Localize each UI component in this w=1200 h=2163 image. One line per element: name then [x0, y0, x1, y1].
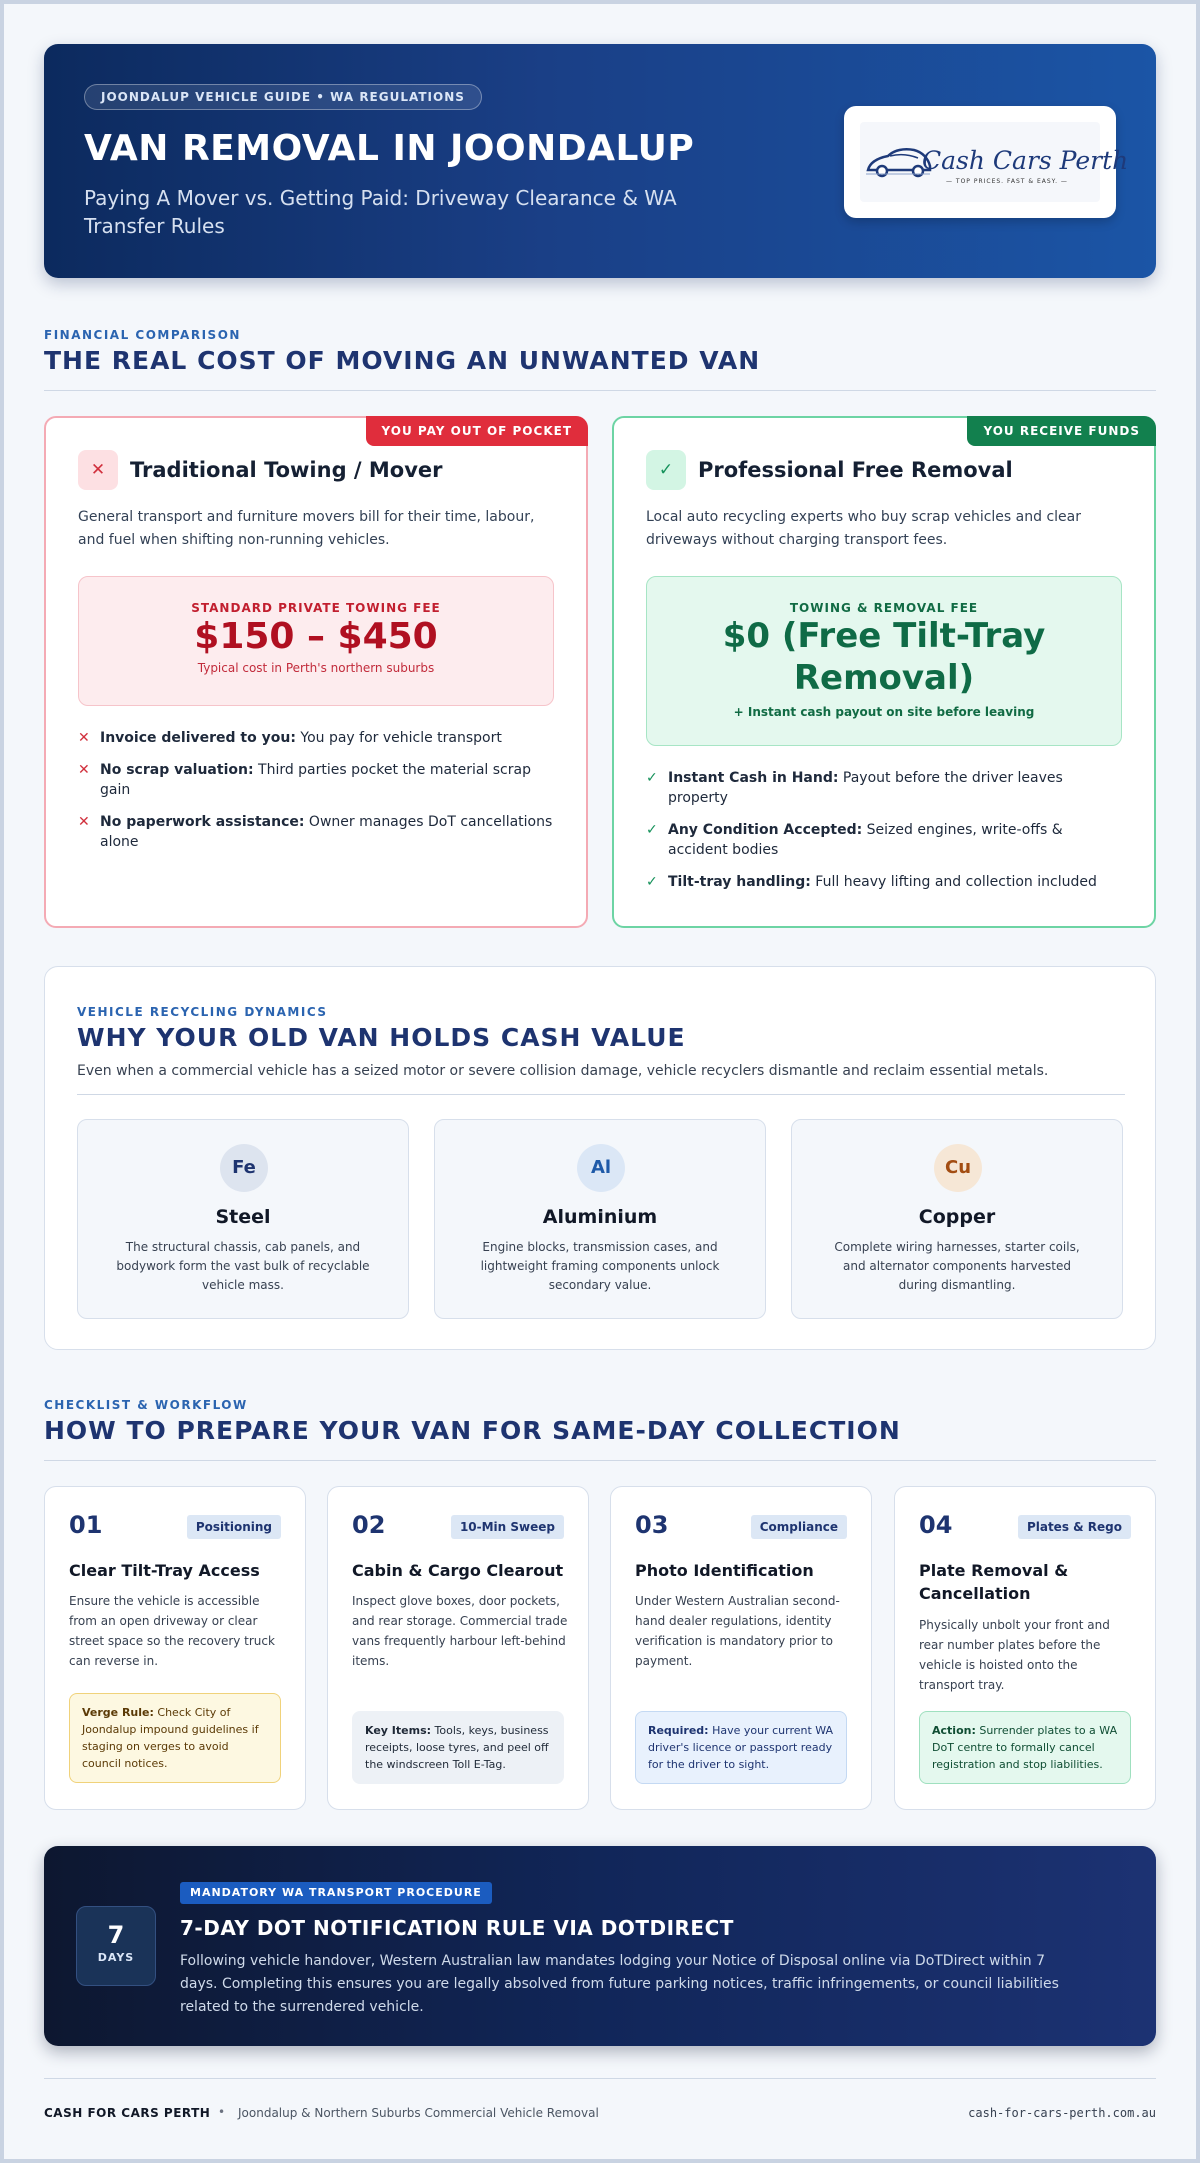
list-item: ✕ No paperwork assistance: Owner manages DoT cancellations alone: [78, 814, 553, 850]
list-item: ✓ Tilt-tray handling: Full heavy lifting and collection included: [646, 874, 1097, 890]
logo-card: [844, 106, 1129, 218]
divider: [77, 1094, 1125, 1095]
metal-description: Complete wiring harnesses, starter coils, and alternator components harvested during dismantling.: [834, 1240, 1080, 1292]
card-title: Professional Free Removal: [698, 458, 1013, 482]
metals-title: WHY YOUR OLD VAN HOLDS CASH VALUE: [77, 1023, 686, 1052]
days-number: 7: [107, 1921, 125, 1949]
step-number: 04: [919, 1511, 953, 1539]
aluminium-symbol-icon: Al: [577, 1144, 625, 1192]
checklist-title: HOW TO PREPARE YOUR VAN FOR SAME-DAY COLLECTION: [44, 1416, 901, 1445]
step-tag: Compliance: [751, 1515, 847, 1539]
receive-ribbon: YOU RECEIVE FUNDS: [967, 416, 1156, 446]
metal-card-aluminium: [434, 1119, 766, 1319]
step-tag: 10-Min Sweep: [451, 1515, 564, 1539]
cross-icon: ✕: [78, 762, 90, 778]
step-card: [610, 1486, 872, 1810]
pay-ribbon: YOU PAY OUT OF POCKET: [366, 416, 588, 446]
metal-card-copper: [791, 1119, 1123, 1319]
step-description: Ensure the vehicle is accessible from an open driveway or clear street space so the recovery truck can reverse in.: [69, 1594, 275, 1668]
steel-symbol-icon: Fe: [220, 1144, 268, 1192]
checklist-kicker: CHECKLIST & WORKFLOW: [44, 1398, 248, 1412]
cross-icon: ✕: [78, 730, 90, 746]
fee-value: $150 – $450: [194, 616, 438, 657]
divider: [44, 390, 1156, 391]
step-number: 01: [69, 1511, 103, 1539]
benefit-list: [646, 768, 1126, 904]
dot-title: 7-DAY DOT NOTIFICATION RULE VIA DOTDIRECT: [180, 1916, 734, 1940]
list-item: ✓ Any Condition Accepted: Seized engines, write-offs & accident bodies: [646, 822, 1063, 858]
step-card: [44, 1486, 306, 1810]
dot-tag: MANDATORY WA TRANSPORT PROCEDURE: [180, 1882, 492, 1904]
drawback-list: [78, 728, 558, 864]
days-badge: [76, 1906, 156, 1986]
check-icon: ✓: [646, 874, 658, 890]
step-description: Under Western Australian second-hand dealer regulations, identity verification is mandatory prior to payment.: [635, 1594, 840, 1668]
page: [4, 4, 1196, 2159]
copper-symbol-icon: Cu: [934, 1144, 982, 1192]
check-icon: ✓: [646, 770, 658, 786]
card-description: General transport and furniture movers bill for their time, labour, and fuel when shifting non-running vehicles.: [78, 509, 535, 548]
hero-title: VAN REMOVAL IN JOONDALUP: [84, 128, 695, 169]
metal-card-steel: [77, 1119, 409, 1319]
fee-label: STANDARD PRIVATE TOWING FEE: [191, 601, 441, 615]
dot-text: Following vehicle handover, Western Australian law mandates lodging your Notice of Disposal online via DoTDirect within 7 days. Completing this ensures you are legally absolved from future parking notices, traffic infringements, or council liabilities related to the surrendered vehicle.: [180, 1953, 1059, 2015]
cross-icon: ✕: [78, 814, 90, 830]
hero-tag: JOONDALUP VEHICLE GUIDE • WA REGULATIONS: [84, 84, 482, 110]
check-icon: ✓: [646, 450, 686, 490]
step-card: [894, 1486, 1156, 1810]
list-item: ✕ Invoice delivered to you: You pay for vehicle transport: [78, 730, 502, 746]
step-note: Key Items: Tools, keys, business receipts, loose tyres, and peel off the windscreen Toll E-Tag.: [352, 1711, 564, 1784]
step-title: Clear Tilt-Tray Access: [69, 1561, 260, 1580]
footer-brand: CASH FOR CARS PERTH: [44, 2106, 211, 2120]
metals-kicker: VEHICLE RECYCLING DYNAMICS: [77, 1005, 328, 1019]
step-title: Plate Removal & Cancellation: [919, 1561, 1069, 1603]
fee-note: Typical cost in Perth's northern suburbs: [197, 661, 435, 675]
step-note: Required: Have your current WA driver's licence or passport ready for the driver to sight.: [635, 1711, 847, 1784]
footer-tagline: Joondalup & Northern Suburbs Commercial Vehicle Removal: [238, 2106, 599, 2120]
comparison-kicker: FINANCIAL COMPARISON: [44, 328, 241, 342]
list-item: ✓ Instant Cash in Hand: Payout before the driver leaves property: [646, 770, 1063, 806]
step-card: [327, 1486, 589, 1810]
fee-label: TOWING & REMOVAL FEE: [789, 601, 979, 615]
cross-icon: ✕: [78, 450, 118, 490]
step-description: Inspect glove boxes, door pockets, and rear storage. Commercial trade vans frequently harbour left-behind items.: [352, 1594, 568, 1668]
comparison-title: THE REAL COST OF MOVING AN UNWANTED VAN: [44, 346, 761, 375]
towing-card: [44, 416, 588, 928]
footer-url[interactable]: cash-for-cars-perth.com.au: [968, 2106, 1156, 2120]
fee-box: [646, 576, 1122, 746]
days-label: DAYS: [97, 1951, 135, 1964]
list-item: ✕ No scrap valuation: Third parties pocket the material scrap gain: [78, 762, 531, 798]
step-number: 02: [352, 1511, 386, 1539]
card-description: Local auto recycling experts who buy scrap vehicles and clear driveways without charging transport fees.: [646, 509, 1081, 548]
metal-name: Steel: [215, 1206, 271, 1228]
metal-description: Engine blocks, transmission cases, and lightweight framing components unlock secondary value.: [480, 1240, 720, 1292]
check-icon: ✓: [646, 822, 658, 838]
step-note: Verge Rule: Check City of Joondalup impound guidelines if staging on verges to avoid council notices.: [69, 1693, 281, 1783]
metal-name: Aluminium: [542, 1206, 658, 1228]
footer-divider: [44, 2078, 1156, 2079]
step-title: Photo Identification: [635, 1561, 814, 1580]
dot-notification-banner: [44, 1846, 1156, 2046]
step-tag: Positioning: [187, 1515, 281, 1539]
step-number: 03: [635, 1511, 669, 1539]
fee-box: [78, 576, 554, 706]
step-title: Cabin & Cargo Clearout: [352, 1561, 564, 1580]
logo: [860, 122, 1129, 202]
logo-slogan: — TOP PRICES. FAST & EASY. —: [946, 178, 1068, 185]
step-description: Physically unbolt your front and rear number plates before the vehicle is hoisted onto the transport tray.: [919, 1618, 1110, 1692]
logo-brand: Cash Cars Perth: [922, 146, 1129, 175]
fee-note: + Instant cash payout on site before leaving: [733, 705, 1035, 719]
recycling-panel: [44, 966, 1156, 1350]
free-removal-card: [612, 416, 1156, 928]
card-title: Traditional Towing / Mover: [130, 458, 443, 482]
step-tag: Plates & Rego: [1018, 1515, 1131, 1539]
hero-subtitle: Paying A Mover vs. Getting Paid: Driveway Clearance & WA Transfer Rules: [84, 186, 677, 238]
metal-description: The structural chassis, cab panels, and bodywork form the vast bulk of recyclable vehicle mass.: [116, 1240, 370, 1292]
footer-separator: •: [218, 2105, 226, 2119]
divider: [44, 1460, 1156, 1461]
hero-banner: [44, 44, 1156, 278]
metal-name: Copper: [918, 1206, 996, 1228]
step-note: Action: Surrender plates to a WA DoT centre to formally cancel registration and stop liabilities.: [919, 1711, 1131, 1784]
metals-subtitle: Even when a commercial vehicle has a seized motor or severe collision damage, vehicle recyclers dismantle and reclaim essential metals.: [77, 1063, 1049, 1079]
fee-value: $0 (Free Tilt-Tray Removal): [722, 616, 1046, 698]
